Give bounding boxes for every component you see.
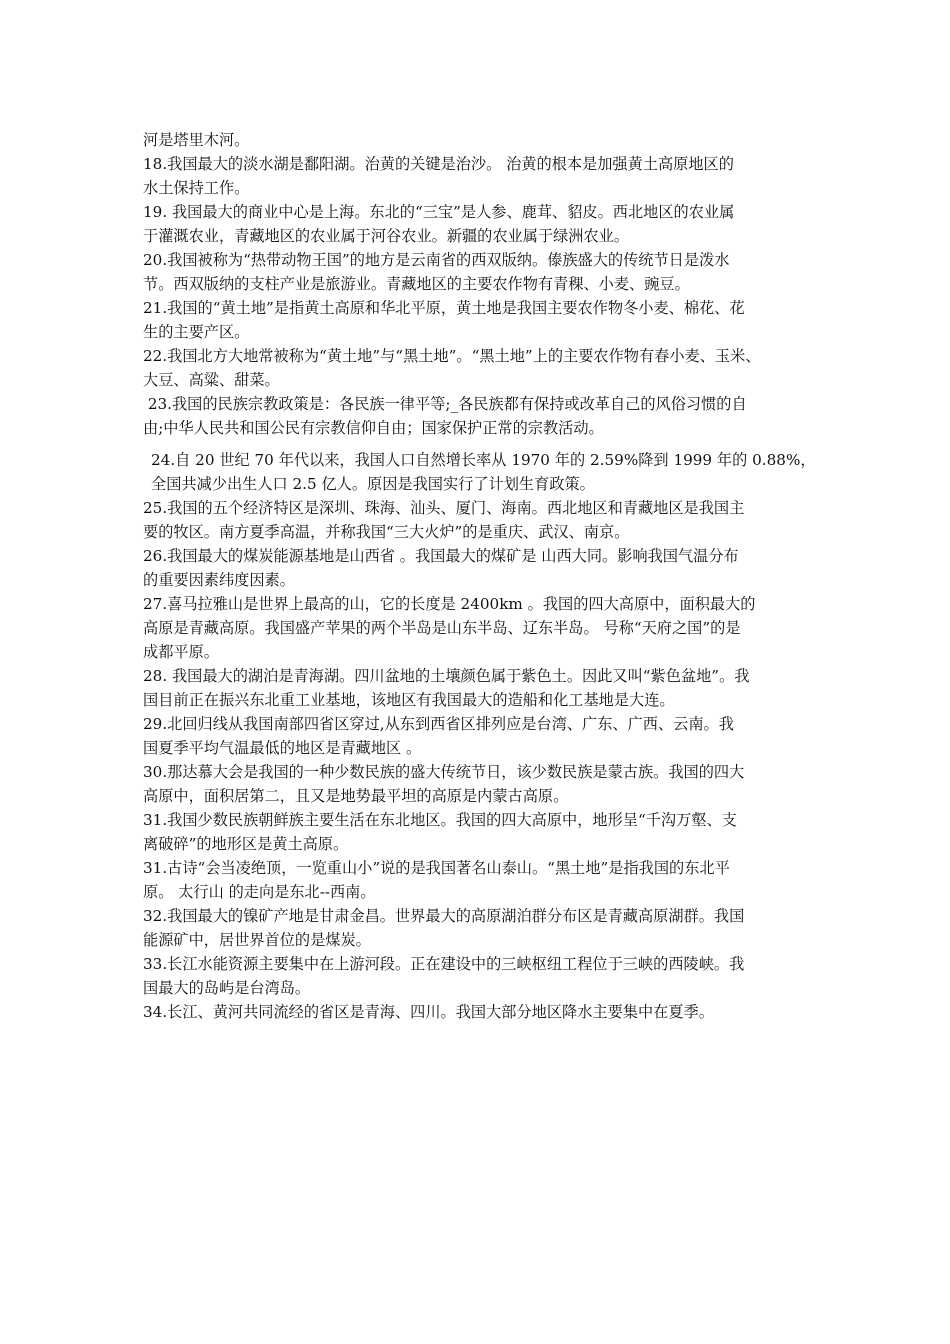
paragraph-23: 23.我国的民族宗教政策是：各民族一律平等;_各民族都有保持或改革自己的风俗习惯的自 由;中华人民共和国公民有宗教信仰自由；国家保护正常的宗教活动。 <box>143 395 747 437</box>
paragraph-19: 19. 我国最大的商业中心是上海。东北的“三宝”是人参、鹿茸、貂皮。西北地区的农业属 于灌溉农业，青藏地区的农业属于河谷农业。新疆的农业属于绿洲农业。 <box>143 203 735 245</box>
paragraph-21: 21.我国的“黄土地”是指黄土高原和华北平原，黄土地是我国主要农作物冬小麦、棉花、花 生的主要产区。 <box>143 299 745 341</box>
paragraph-26: 26.我国最大的煤炭能源基地是山西省 。我国最大的煤矿是 山西大同。影响我国气温分布 的重要因素纬度因素。 <box>143 547 739 589</box>
paragraph-20: 20.我国被称为“热带动物王国”的地方是云南省的西双版纳。傣族盛大的传统节日是泼水 节。西双版纳的支柱产业是旅游业。青藏地区的主要农作物有青稞、小麦、豌豆。 <box>143 251 730 293</box>
paragraph-34: 34.长江、黄河共同流经的省区是青海、四川。我国大部分地区降水主要集中在夏季。 <box>143 1003 714 1021</box>
paragraph-29: 29.北回归线从我国南部四省区穿过,从东到西省区排列应是台湾、广东、广西、云南。我 国夏季平均气温最低的地区是青藏地区 。 <box>143 715 734 757</box>
paragraph-24: 24.自 20 世纪 70 年代以来，我国人口自然增长率从 1970 年的 2.59%降到 1999 年的 0.88%， 全国共减少出生人口 2.5 亿人。原因是我国实行了计划生育政策。 <box>151 451 816 493</box>
paragraph-32: 32.我国最大的镍矿产地是甘肃金昌。世界最大的高原湖泊群分布区是青藏高原湖群。我国 能源矿中，居世界首位的是煤炭。 <box>143 907 745 949</box>
paragraph-27: 27.喜马拉雅山是世界上最高的山，它的长度是 2400km 。我国的四大高原中，面积最大的 高原是青藏高原。我国盛产苹果的两个半岛是山东半岛、辽东半岛。 号称“天府之国”的是 成都平原。 <box>143 595 756 661</box>
paragraph-22: 22.我国北方大地常被称为“黄土地”与“黑土地”。“黑土地”上的主要农作物有春小麦、玉米、 大豆、高粱、甜菜。 <box>143 347 761 389</box>
paragraph-33: 33.长江水能资源主要集中在上游河段。正在建设中的三峡枢纽工程位于三峡的西陵峡。我 国最大的岛屿是台湾岛。 <box>143 955 745 997</box>
paragraph-25: 25.我国的五个经济特区是深圳、珠海、汕头、厦门、海南。西北地区和青藏地区是我国主 要的牧区。南方夏季高温，并称我国“三大火炉”的是重庆、武汉、南京。 <box>143 499 745 541</box>
paragraph-17-tail: 河是塔里木河。 <box>143 131 250 149</box>
paragraph-28: 28. 我国最大的湖泊是青海湖。四川盆地的土壤颜色属于紫色土。因此又叫“紫色盆地”。我 国目前正在振兴东北重工业基地，该地区有我国最大的造船和化工基地是大连。 <box>143 667 750 709</box>
paragraph-30: 30.那达慕大会是我国的一种少数民族的盛大传统节日，该少数民族是蒙古族。我国的四大 高原中，面积居第二，且又是地势最平坦的高原是内蒙古高原。 <box>143 763 745 805</box>
paragraph-31a: 31.我国少数民族朝鲜族主要生活在东北地区。我国的四大高原中，地形呈“千沟万壑、支 离破碎”的地形区是黄土高原。 <box>143 811 737 853</box>
paragraph-31b: 31.古诗“会当凌绝顶，一览重山小”说的是我国著名山泰山。“黑土地”是指我国的东北平 原。 太行山 的走向是东北--西南。 <box>143 859 730 901</box>
paragraph-18: 18.我国最大的淡水湖是鄱阳湖。治黄的关键是治沙。 治黄的根本是加强黄土高原地区的 水土保持工作。 <box>143 155 734 197</box>
